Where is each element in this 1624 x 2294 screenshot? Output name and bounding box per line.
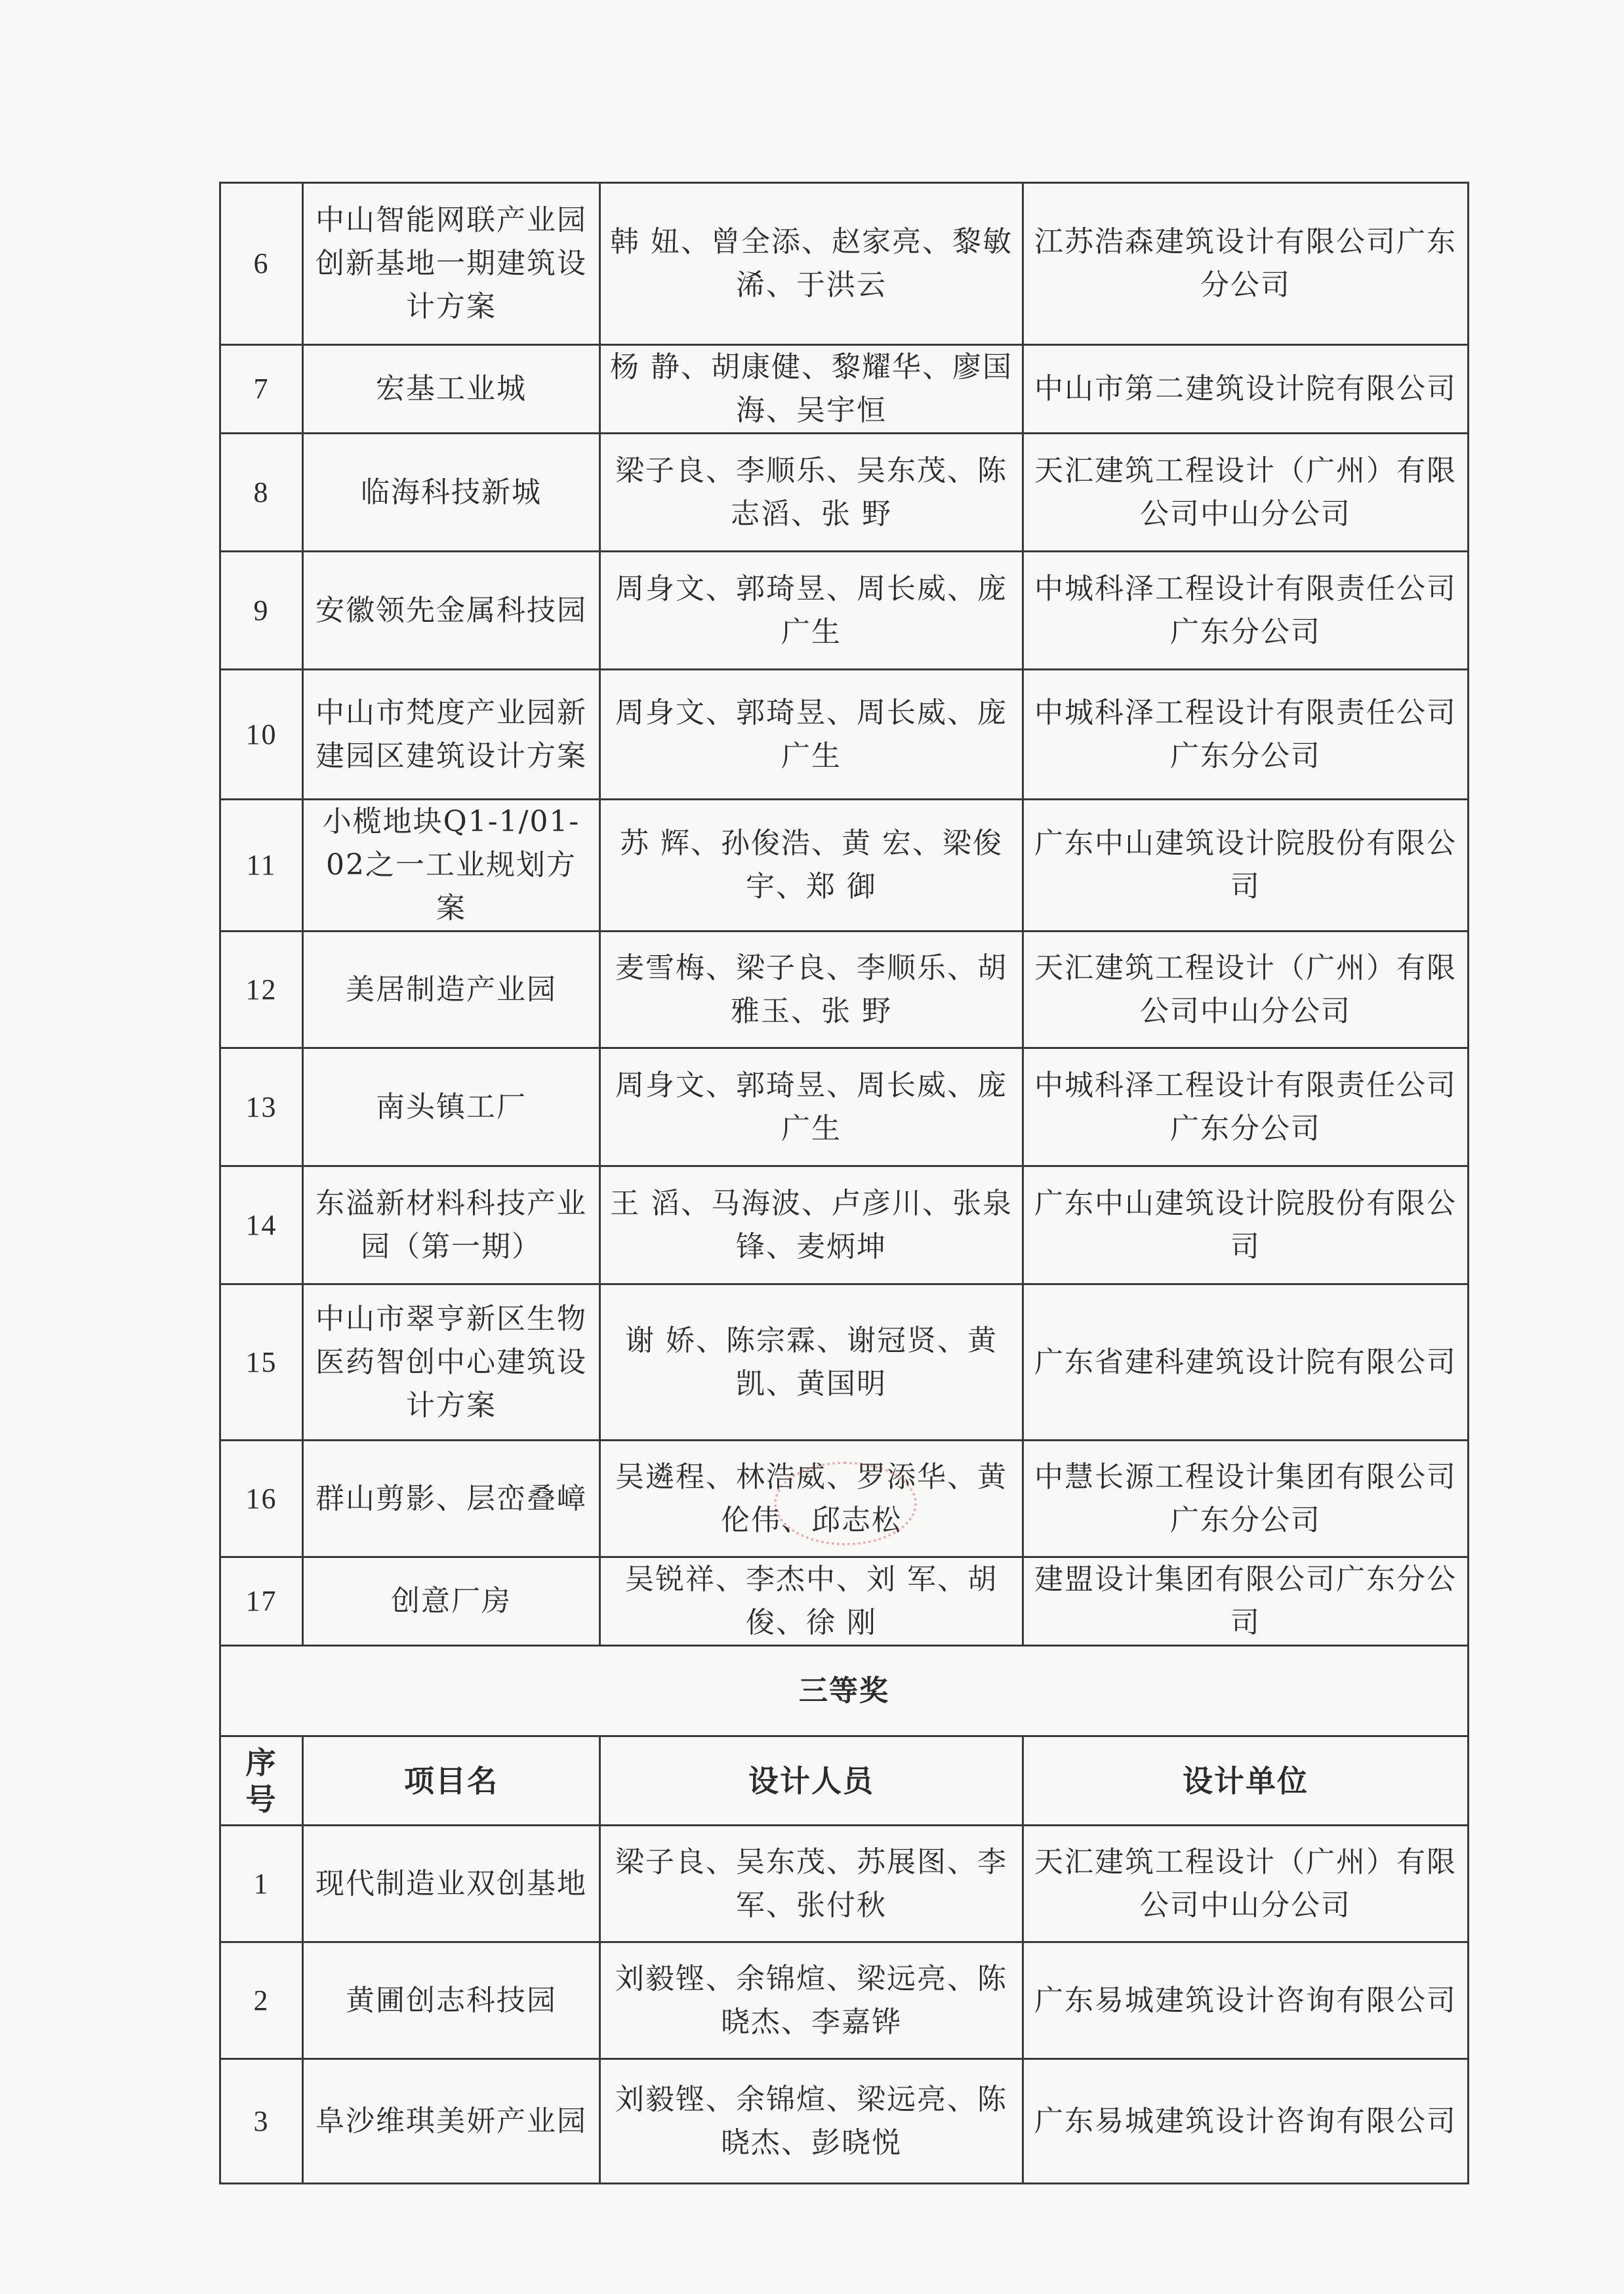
column-header-number: 序号 xyxy=(220,1736,303,1826)
row-number: 1 xyxy=(220,1826,303,1942)
project-name: 宏基工业城 xyxy=(303,345,600,434)
row-number: 15 xyxy=(220,1284,303,1441)
row-number: 16 xyxy=(220,1441,303,1557)
design-unit: 中慧长源工程设计集团有限公司广东分公司 xyxy=(1023,1441,1469,1557)
project-name: 中山市梵度产业园新建园区建筑设计方案 xyxy=(303,670,600,800)
project-name: 美居制造产业园 xyxy=(303,932,600,1048)
designers: 周身文、郭琦昱、周长威、庞广生 xyxy=(600,552,1023,670)
design-unit: 广东省建科建筑设计院有限公司 xyxy=(1023,1284,1469,1441)
row-number: 13 xyxy=(220,1048,303,1166)
design-unit: 广东中山建筑设计院股份有限公司 xyxy=(1023,1166,1469,1284)
table-row xyxy=(220,345,1469,434)
designers: 梁子良、吴东茂、苏展图、李 军、张付秋 xyxy=(600,1826,1023,1942)
designers: 周身文、郭琦昱、周长威、庞广生 xyxy=(600,670,1023,800)
project-name: 黄圃创志科技园 xyxy=(303,1942,600,2059)
design-unit: 广东中山建筑设计院股份有限公司 xyxy=(1023,800,1469,932)
designers: 刘毅铿、余锦煊、梁远亮、陈晓杰、彭晓悦 xyxy=(600,2059,1023,2184)
table-row xyxy=(220,552,1469,670)
table-row xyxy=(220,1441,1469,1557)
project-name: 创意厂房 xyxy=(303,1557,600,1646)
design-unit: 中城科泽工程设计有限责任公司广东分公司 xyxy=(1023,670,1469,800)
row-number: 11 xyxy=(220,800,303,932)
row-number: 17 xyxy=(220,1557,303,1646)
designers: 吴锐祥、李杰中、刘 军、胡 俊、徐 刚 xyxy=(600,1557,1023,1646)
project-name: 安徽领先金属科技园 xyxy=(303,552,600,670)
design-unit: 天汇建筑工程设计（广州）有限公司中山分公司 xyxy=(1023,1826,1469,1942)
row-number: 2 xyxy=(220,1942,303,2059)
project-name: 群山剪影、层峦叠嶂 xyxy=(303,1441,600,1557)
column-header-unit: 设计单位 xyxy=(1023,1736,1469,1826)
row-number: 7 xyxy=(220,345,303,434)
design-unit: 中城科泽工程设计有限责任公司广东分公司 xyxy=(1023,552,1469,670)
row-number: 12 xyxy=(220,932,303,1048)
design-unit: 广东易城建筑设计咨询有限公司 xyxy=(1023,1942,1469,2059)
table-row xyxy=(220,1166,1469,1284)
designers: 周身文、郭琦昱、周长威、庞广生 xyxy=(600,1048,1023,1166)
design-unit: 建盟设计集团有限公司广东分公司 xyxy=(1023,1557,1469,1646)
project-name: 现代制造业双创基地 xyxy=(303,1826,600,1942)
project-name: 小榄地块Q1-1/01-02之一工业规划方案 xyxy=(303,800,600,932)
designers: 苏 辉、孙俊浩、黄 宏、梁俊宇、郑 御 xyxy=(600,800,1023,932)
row-number: 6 xyxy=(220,183,303,345)
designers: 杨 静、胡康健、黎耀华、廖国海、吴宇恒 xyxy=(600,345,1023,434)
table-row xyxy=(220,800,1469,932)
project-name: 南头镇工厂 xyxy=(303,1048,600,1166)
designers: 谢 娇、陈宗霖、谢冠贤、黄 凯、黄国明 xyxy=(600,1284,1023,1441)
column-header-designers: 设计人员 xyxy=(600,1736,1023,1826)
table-row xyxy=(220,1284,1469,1441)
designers: 梁子良、李顺乐、吴东茂、陈志滔、张 野 xyxy=(600,434,1023,552)
design-unit: 中山市第二建筑设计院有限公司 xyxy=(1023,345,1469,434)
designers: 麦雪梅、梁子良、李顺乐、胡雅玉、张 野 xyxy=(600,932,1023,1048)
designers: 王 滔、马海波、卢彦川、张泉锋、麦炳坤 xyxy=(600,1166,1023,1284)
project-name: 阜沙维琪美妍产业园 xyxy=(303,2059,600,2184)
table-row xyxy=(220,2059,1469,2184)
row-number: 3 xyxy=(220,2059,303,2184)
section-title: 三等奖 xyxy=(220,1646,1469,1736)
row-number: 9 xyxy=(220,552,303,670)
header-row xyxy=(220,1736,1469,1826)
section-title-row xyxy=(220,1646,1469,1736)
design-unit: 天汇建筑工程设计（广州）有限公司中山分公司 xyxy=(1023,932,1469,1048)
table-row xyxy=(220,183,1469,345)
table-row xyxy=(220,1557,1469,1646)
designers: 刘毅铿、余锦煊、梁远亮、陈晓杰、李嘉铧 xyxy=(600,1942,1023,2059)
project-name: 东溢新材料科技产业园（第一期） xyxy=(303,1166,600,1284)
designers: 韩 妞、曾全添、赵家亮、黎敏浠、于洪云 xyxy=(600,183,1023,345)
design-unit: 天汇建筑工程设计（广州）有限公司中山分公司 xyxy=(1023,434,1469,552)
row-number: 14 xyxy=(220,1166,303,1284)
table-row xyxy=(220,1826,1469,1942)
table-row xyxy=(220,1942,1469,2059)
table-row xyxy=(220,1048,1469,1166)
design-unit: 江苏浩森建筑设计有限公司广东分公司 xyxy=(1023,183,1469,345)
row-number: 8 xyxy=(220,434,303,552)
design-unit: 广东易城建筑设计咨询有限公司 xyxy=(1023,2059,1469,2184)
table-row xyxy=(220,670,1469,800)
row-number: 10 xyxy=(220,670,303,800)
design-unit: 中城科泽工程设计有限责任公司广东分公司 xyxy=(1023,1048,1469,1166)
designers: 吴遴程、林浩威、罗添华、黄伦伟、邱志松 xyxy=(600,1441,1023,1557)
project-name: 临海科技新城 xyxy=(303,434,600,552)
table-row xyxy=(220,932,1469,1048)
awards-table xyxy=(219,182,1469,2184)
column-header-name: 项目名 xyxy=(303,1736,600,1826)
project-name: 中山智能网联产业园创新基地一期建筑设计方案 xyxy=(303,183,600,345)
project-name: 中山市翠亨新区生物医药智创中心建筑设计方案 xyxy=(303,1284,600,1441)
table-row xyxy=(220,434,1469,552)
